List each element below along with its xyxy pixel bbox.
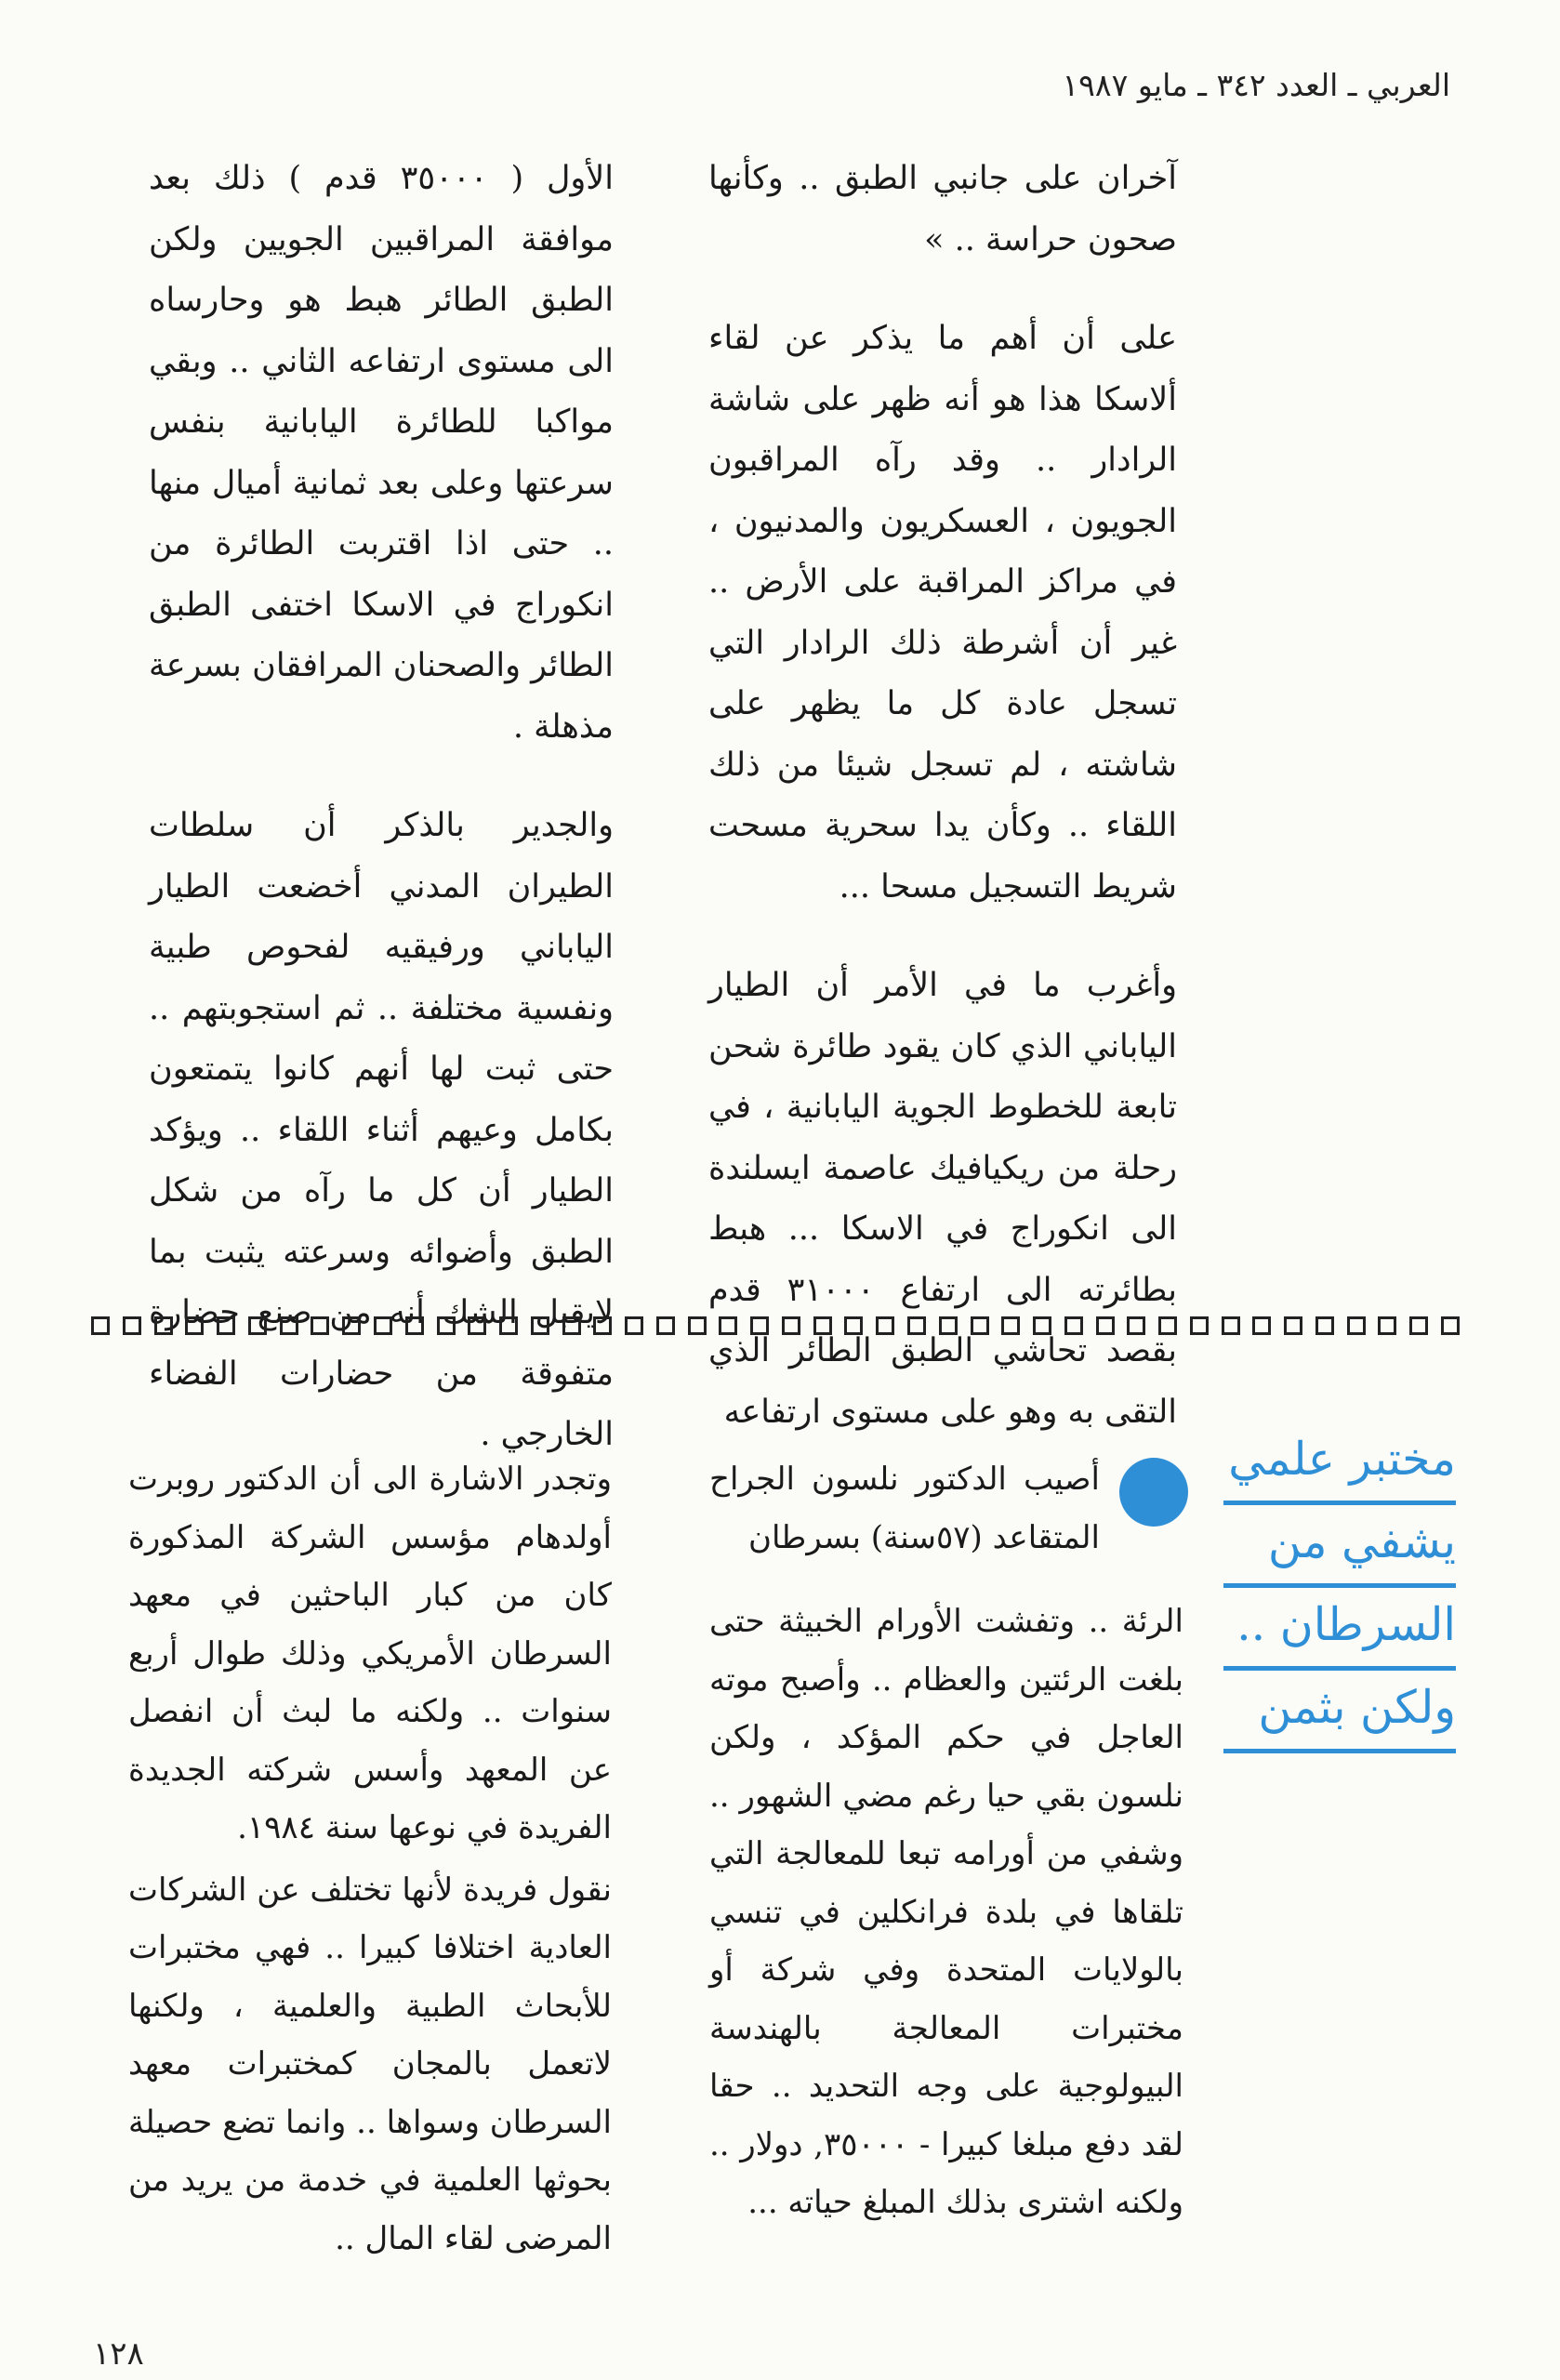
divider-square (1378, 1316, 1396, 1335)
box-column-right (709, 1450, 1183, 2232)
divider-square (562, 1316, 581, 1335)
paragraph: آخران على جانبي الطبق .. وكأنها صحون حراسة .. » (708, 160, 1177, 258)
divider-square (1033, 1316, 1051, 1335)
divider-square (1064, 1316, 1083, 1335)
divider-square (750, 1316, 769, 1335)
divider-square (844, 1316, 863, 1335)
running-header: العربي ـ العدد ٣٤٢ ـ مايو ١٩٨٧ (1062, 67, 1450, 103)
divider-square (1409, 1316, 1428, 1335)
article-top-column-right (708, 149, 1177, 1443)
paragraph: أصيب الدكتور نلسون الجراح المتقاعد (٥٧سنة) بسرطان (709, 1461, 1100, 1556)
headline-line: مختبر علمي (1223, 1422, 1456, 1505)
divider-square (91, 1316, 110, 1335)
paragraph: نقول فريدة لأنها تختلف عن الشركات العادية اختلافا كبيرا .. فهي مختبرات للأبحاث الطبية والعلمية ، ولكنها لاتعمل بالمجان كمختبرات معهد السرطان وسواها .. وانما تضع حصيلة بحوثها العلمية في خدمة من يريد من المرضى لقاء المال .. (128, 1871, 612, 2257)
page-number: ١٢٨ (93, 2335, 144, 2373)
divider-square (499, 1316, 518, 1335)
box-column-left (128, 1450, 612, 2268)
paragraph: والجدير بالذكر أن سلطات الطيران المدني أخضعت الطيار الياباني ورفيقيه لفحوص طبية ونفسية مختلفة .. ثم استجوبتهم .. حتى ثبت لها أنهم كانوا يتمتعون بكامل وعيهم أثناء اللقاء .. ويؤكد الطيار أن كل ما رآه من شكل الطبق وأضوائه وسرعته يثبت بما لايقبل الشك أنه من صنع حضارة متفوقة من حضارات الفضاء الخارجي . (149, 807, 614, 1453)
headline-line: ولكن بثمن (1223, 1671, 1456, 1753)
paragraph: الرئة .. وتفشت الأورام الخبيثة حتى بلغت الرئتين والعظام .. وأصبح موته العاجل في حكم المؤكد ، ولكن نلسون بقي حيا رغم مضي الشهور .. وشفي من أورامه تبعا للمعالجة التي تلقاها في بلدة فرانكلين في تنسي بالولايات المتحدة وفي شركة أو مختبرات المعالجة بالهندسة البيولوجية على وجه التحديد .. حقا لقد دفع مبلغا كبيرا - ٣٥٠٠٠, دولار .. ولكنه اشترى بذلك المبلغ حياته ... (709, 1603, 1183, 2221)
paragraph: على أن أهم ما يذكر عن لقاء ألاسكا هذا هو أنه ظهر على شاشة الرادار .. وقد رآه المراقبون الجويون ، العسكريون والمدنيون ، في مراكز المراقبة على الأرض .. غير أن أشرطة ذلك الرادار التي تسجل عادة كل ما يظهر على شاشته ، لم تسجل شيئا من ذلك اللقاء .. وكأن يدا سحرية مسحت شريط التسجيل مسحا ... (708, 320, 1177, 906)
divider-square (593, 1316, 612, 1335)
divider-square (280, 1316, 298, 1335)
box-headline (1223, 1422, 1456, 1753)
divider-square (719, 1316, 737, 1335)
divider-square (1190, 1316, 1209, 1335)
divider-square (342, 1316, 361, 1335)
divider-square (1127, 1316, 1145, 1335)
divider-square (782, 1316, 800, 1335)
divider-square (876, 1316, 894, 1335)
article-top-column-left (149, 149, 614, 1466)
divider-square (1096, 1316, 1115, 1335)
divider-square (939, 1316, 958, 1335)
divider-square (1315, 1316, 1334, 1335)
divider-square (1441, 1316, 1460, 1335)
divider-square (1158, 1316, 1177, 1335)
divider-square (1222, 1316, 1240, 1335)
divider-square (437, 1316, 456, 1335)
divider-square (1284, 1316, 1302, 1335)
paragraph: وأغرب ما في الأمر أن الطيار الياباني الذي كان يقود طائرة شحن تابعة للخطوط الجوية اليابانية ، في رحلة من ريكيافيك عاصمة ايسلندة الى انكوراج في الاسكا ... هبط بطائرته الى ارتفاع ٣١٠٠٠ قدم بقصد تحاشي الطبق الطائر الذي التقى به وهو على مستوى ارتفاعه (708, 967, 1178, 1431)
divider-square (1001, 1316, 1020, 1335)
headline-line: يشفي من (1223, 1505, 1456, 1588)
headline-line: السرطان .. (1223, 1588, 1456, 1671)
divider-square (185, 1316, 204, 1335)
divider-square (154, 1316, 173, 1335)
divider-square (123, 1316, 141, 1335)
paragraph: وتجدر الاشارة الى أن الدكتور روبرت أولدهام مؤسس الشركة المذكورة كان من كبار الباحثين في معهد السرطان الأمريكي وذلك طوال أربع سنوات .. ولكنه ما لبث أن انفصل عن المعهد وأسس شركته الجديدة الفريدة في نوعها سنة ١٩٨٤. (128, 1461, 612, 1846)
divider-square (405, 1316, 424, 1335)
divider-square (656, 1316, 675, 1335)
divider-square (1252, 1316, 1271, 1335)
divider-square (625, 1316, 643, 1335)
divider-square (971, 1316, 989, 1335)
divider-square (248, 1316, 267, 1335)
divider-square (217, 1316, 235, 1335)
divider-square (1347, 1316, 1366, 1335)
divider-square (531, 1316, 549, 1335)
divider-square (468, 1316, 486, 1335)
divider-square (688, 1316, 707, 1335)
divider-square (311, 1316, 329, 1335)
paragraph: الأول ( ٣٥٠٠٠ قدم ) ذلك بعد موافقة المراقبين الجويين ولكن الطبق الطائر هبط هو وحارساه الى مستوى ارتفاعه الثاني .. وبقي مواكبا للطائرة اليابانية بنفس سرعتها وعلى بعد ثمانية أميال منها .. حتى اذا اقتربت الطائرة من انكوراج في الاسكا اختفى الطبق الطائر والصحنان المرافقان بسرعة مذهلة . (149, 160, 614, 746)
divider-square (374, 1316, 392, 1335)
square-divider (91, 1316, 1460, 1335)
divider-square (813, 1316, 832, 1335)
divider-square (907, 1316, 926, 1335)
